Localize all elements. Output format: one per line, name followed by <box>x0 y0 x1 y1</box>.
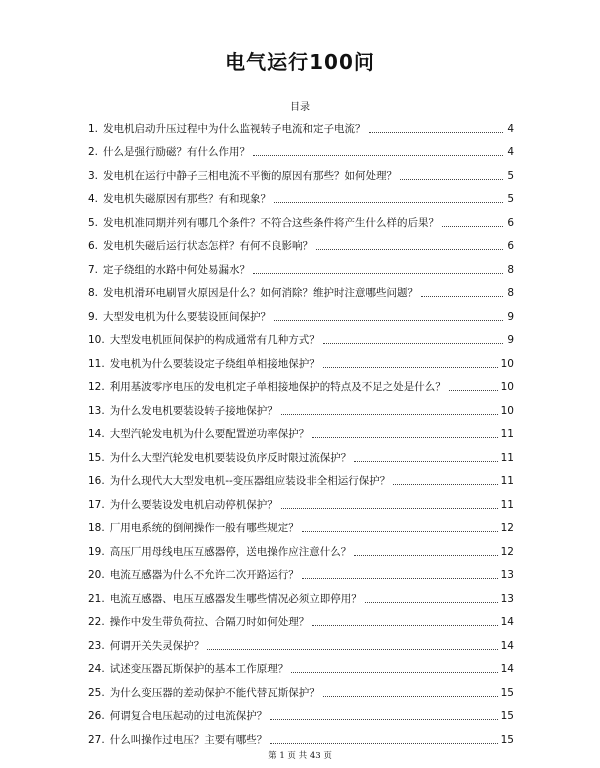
toc-entry-page: 13 <box>500 569 514 581</box>
toc-entry-title: 高压厂用母线电压互感器停，送电操作应注意什么？ <box>109 545 352 558</box>
toc-entry-page: 11 <box>500 475 514 487</box>
toc-entry-title: 发电机在运行中静子三相电流不平衡的原因有那些？如何处理？ <box>103 169 398 182</box>
toc-entry-number: 9. <box>88 310 99 323</box>
toc-entry[interactable] <box>88 112 514 136</box>
toc-entry-page: 11 <box>500 498 514 511</box>
toc-entry-page: 14 <box>500 639 514 652</box>
toc-entry-number: 7. <box>88 263 99 276</box>
toc-entry-title: 发电机准同期并列有哪几个条件？不符合这些条件将产生什么样的后果？ <box>103 216 440 229</box>
toc-entry-number: 2. <box>88 146 99 158</box>
toc-entry-page: 5 <box>507 193 514 205</box>
toc-entry-title: 发电机失磁原因有那些？有和现象？ <box>103 193 272 205</box>
toc-entry[interactable] <box>88 465 514 489</box>
toc-entry-number: 14. <box>88 428 105 440</box>
toc-entry[interactable] <box>88 629 514 653</box>
toc-entry-number: 11. <box>88 357 105 370</box>
toc-dot-leader <box>270 719 497 720</box>
toc-entry[interactable] <box>88 653 514 677</box>
toc-dot-leader <box>369 132 503 133</box>
toc-entry-title: 利用基波零序电压的发电机定子单相接地保护的特点及不足之处是什么？ <box>109 381 446 393</box>
toc-entry[interactable] <box>88 277 514 301</box>
toc-entry-number: 3. <box>88 169 99 182</box>
toc-dot-leader <box>302 531 498 532</box>
toc-entry-number: 16. <box>88 475 105 487</box>
toc-entry[interactable] <box>88 488 514 512</box>
toc-dot-leader <box>312 625 497 626</box>
toc-entry[interactable] <box>88 371 514 395</box>
toc-dot-leader <box>302 578 498 579</box>
toc-dot-leader <box>421 296 503 297</box>
toc-entry[interactable] <box>88 582 514 606</box>
toc-entry[interactable] <box>88 535 514 559</box>
table-of-contents <box>88 112 514 747</box>
toc-entry-number: 6. <box>88 240 99 252</box>
toc-dot-leader <box>281 414 498 415</box>
toc-dot-leader <box>274 202 503 203</box>
toc-entry-number: 12. <box>88 381 105 393</box>
toc-entry-title: 电流互感器、电压互感器发生哪些情况必须立即停用？ <box>109 592 362 605</box>
toc-entry-page: 9 <box>507 334 514 346</box>
toc-dot-leader <box>270 743 497 744</box>
toc-entry[interactable] <box>88 512 514 536</box>
toc-entry[interactable] <box>88 347 514 371</box>
toc-heading: 目录 <box>290 102 310 113</box>
toc-entry-page: 8 <box>507 263 514 276</box>
toc-entry-number: 26. <box>88 710 105 722</box>
toc-entry-page: 11 <box>500 428 514 440</box>
toc-dot-leader <box>449 390 498 391</box>
toc-entry-number: 20. <box>88 569 105 581</box>
toc-entry[interactable] <box>88 559 514 583</box>
toc-entry-page: 4 <box>507 122 514 135</box>
toc-entry-title: 为什么发电机要装设转子接地保护？ <box>109 404 278 417</box>
toc-dot-leader <box>354 461 497 462</box>
toc-dot-leader <box>253 273 503 274</box>
toc-entry-page: 12 <box>500 545 514 558</box>
toc-entry-title: 大型汽轮发电机为什么要配置逆功率保护？ <box>109 428 310 440</box>
toc-entry-page: 8 <box>507 287 514 299</box>
toc-entry[interactable] <box>88 230 514 254</box>
toc-entry-title: 什么叫操作过电压？主要有哪些？ <box>109 733 268 746</box>
toc-entry[interactable] <box>88 183 514 207</box>
toc-entry-title: 发电机滑环电刷冒火原因是什么？如何消除？维护时注意哪些问题？ <box>103 287 419 299</box>
toc-entry-page: 10 <box>500 381 514 393</box>
toc-entry-number: 13. <box>88 404 105 417</box>
toc-entry-title: 为什么变压器的差动保护不能代替瓦斯保护？ <box>109 686 320 699</box>
toc-entry-number: 10. <box>88 334 105 346</box>
toc-entry-title: 电流互感器为什么不允许二次开路运行？ <box>109 569 299 581</box>
toc-dot-leader <box>442 226 503 227</box>
toc-entry-page: 10 <box>500 357 514 370</box>
toc-entry[interactable] <box>88 300 514 324</box>
toc-entry-number: 1. <box>88 122 99 135</box>
toc-entry-number: 22. <box>88 616 105 628</box>
toc-entry-number: 27. <box>88 733 105 746</box>
toc-entry-page: 14 <box>500 616 514 628</box>
toc-entry-number: 19. <box>88 545 105 558</box>
toc-entry-page: 4 <box>507 146 514 158</box>
toc-entry-title: 发电机启动升压过程中为什么监视转子电流和定子电流？ <box>103 122 366 135</box>
toc-entry-page: 6 <box>507 216 514 229</box>
toc-entry[interactable] <box>88 159 514 183</box>
toc-entry-page: 5 <box>507 169 514 182</box>
toc-dot-leader <box>393 484 497 485</box>
toc-entry-page: 13 <box>500 592 514 605</box>
toc-entry-page: 14 <box>500 663 514 675</box>
toc-entry[interactable] <box>88 394 514 418</box>
toc-entry-title: 为什么现代大大型发电机--变压器组应装设非全相运行保护？ <box>109 475 391 487</box>
toc-entry-page: 6 <box>507 240 514 252</box>
toc-entry[interactable] <box>88 606 514 630</box>
toc-entry[interactable] <box>88 206 514 230</box>
toc-entry-title: 试述变压器瓦斯保护的基本工作原理？ <box>109 663 289 675</box>
toc-entry[interactable] <box>88 441 514 465</box>
toc-dot-leader <box>207 649 497 650</box>
toc-entry-number: 21. <box>88 592 105 605</box>
toc-entry[interactable] <box>88 253 514 277</box>
toc-entry[interactable] <box>88 136 514 160</box>
toc-entry-title: 大型发电机匝间保护的构成通常有几种方式？ <box>109 334 320 346</box>
toc-entry-title: 操作中发生带负荷拉、合隔刀时如何处理？ <box>109 616 310 628</box>
page-footer: 第 1 页 共 43 页 <box>268 751 332 761</box>
toc-dot-leader <box>253 155 503 156</box>
toc-dot-leader <box>281 508 498 509</box>
toc-entry-number: 17. <box>88 498 105 511</box>
toc-entry[interactable] <box>88 324 514 348</box>
toc-entry-number: 15. <box>88 451 105 464</box>
page-title: 电气运行100问 <box>225 50 375 74</box>
toc-entry-title: 发电机失磁后运行状态怎样？有何不良影响？ <box>103 240 314 252</box>
toc-entry[interactable] <box>88 700 514 724</box>
toc-entry-number: 25. <box>88 686 105 699</box>
toc-entry-number: 23. <box>88 639 105 652</box>
toc-entry-title: 定子绕组的水路中何处易漏水？ <box>103 263 251 276</box>
toc-entry-page: 12 <box>500 522 514 534</box>
toc-entry-title: 发电机为什么要装设定子绕组单相接地保护？ <box>109 357 320 370</box>
toc-dot-leader <box>365 602 498 603</box>
toc-entry[interactable] <box>88 418 514 442</box>
toc-entry-number: 24. <box>88 663 105 675</box>
toc-entry-number: 4. <box>88 193 99 205</box>
toc-dot-leader <box>291 672 497 673</box>
toc-dot-leader <box>354 555 497 556</box>
toc-entry-number: 5. <box>88 216 99 229</box>
toc-entry-page: 15 <box>500 733 514 746</box>
toc-entry-title: 厂用电系统的倒闸操作一般有哪些规定？ <box>109 522 299 534</box>
toc-entry-page: 15 <box>500 710 514 722</box>
toc-dot-leader <box>323 367 498 368</box>
toc-entry-number: 8. <box>88 287 99 299</box>
toc-entry[interactable] <box>88 676 514 700</box>
toc-entry[interactable] <box>88 723 514 747</box>
toc-entry-page: 10 <box>500 404 514 417</box>
toc-entry-title: 何谓开关失灵保护？ <box>109 639 205 652</box>
toc-dot-leader <box>312 437 497 438</box>
toc-entry-number: 18. <box>88 522 105 534</box>
toc-dot-leader <box>316 249 503 250</box>
toc-entry-title: 为什么大型汽轮发电机要装设负序反时限过流保护？ <box>109 451 352 464</box>
toc-entry-page: 11 <box>500 451 514 464</box>
toc-dot-leader <box>323 343 503 344</box>
toc-dot-leader <box>400 179 503 180</box>
toc-entry-title: 什么是强行励磁？有什么作用？ <box>103 146 251 158</box>
toc-dot-leader <box>274 320 503 321</box>
toc-entry-title: 大型发电机为什么要装设匝间保护？ <box>103 310 272 323</box>
toc-dot-leader <box>323 696 498 697</box>
toc-entry-title: 何谓复合电压起动的过电流保护？ <box>109 710 268 722</box>
toc-entry-page: 9 <box>507 310 514 323</box>
toc-entry-title: 为什么要装设发电机启动停机保护？ <box>109 498 278 511</box>
toc-entry-page: 15 <box>500 686 514 699</box>
